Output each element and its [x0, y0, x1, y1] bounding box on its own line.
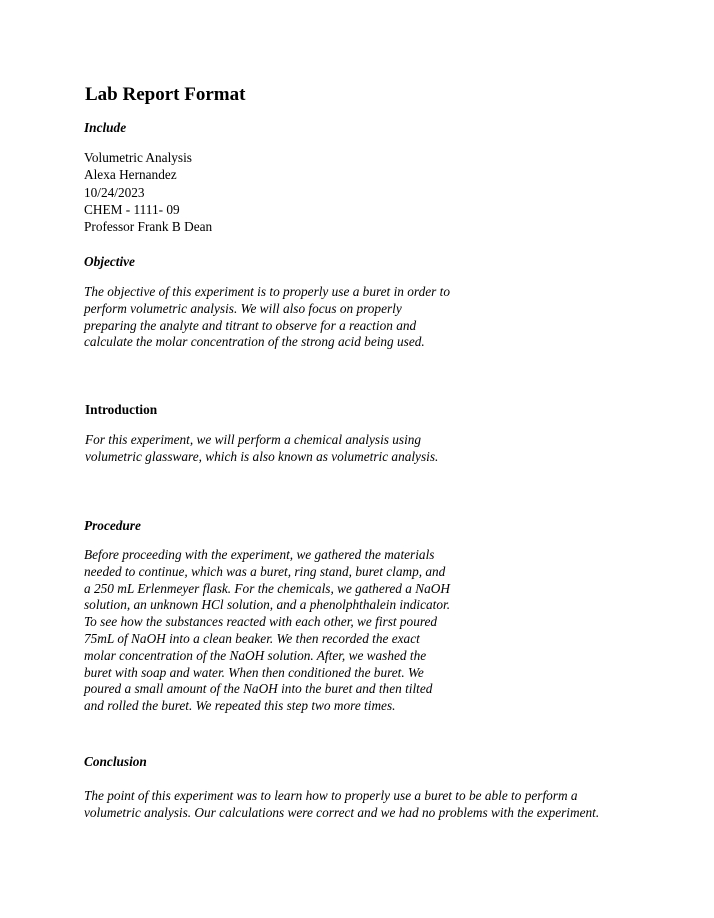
- course-code: CHEM - 1111- 09: [84, 201, 180, 217]
- introduction-heading: Introduction: [85, 402, 158, 417]
- conclusion-paragraph: The point of this experiment was to learn how to properly use a buret to be able to perform a volumetric analysis. Our calculations were correct and we had no problems with the experiment.: [84, 788, 600, 820]
- objective-paragraph: The objective of this experiment is to properly use a buret in order to perform volumetric analysis. We will also focus on properly preparing the analyte and titrant to observe for a reaction and calculate the molar concentration of the strong acid being used.: [84, 284, 450, 350]
- procedure-heading: Procedure: [84, 518, 141, 533]
- page-title: Lab Report Format: [85, 84, 246, 105]
- report-header-block: [84, 149, 212, 235]
- report-date: 10/24/2023: [84, 184, 145, 200]
- author-name: Alexa Hernandez: [84, 167, 177, 183]
- professor-name: Professor Frank B Dean: [84, 219, 213, 235]
- experiment-title: Volumetric Analysis: [84, 150, 192, 165]
- conclusion-heading: Conclusion: [84, 754, 147, 769]
- introduction-paragraph: For this experiment, we will perform a chemical analysis using volumetric glassware, which is also known as volumetric analysis.: [85, 432, 439, 464]
- include-heading: Include: [84, 120, 127, 135]
- objective-heading: Objective: [84, 254, 135, 269]
- procedure-paragraph: Before proceeding with the experiment, we gathered the materials needed to continue, which was a buret, ring stand, buret clamp, and a 250 mL Erlenmeyer flask. For the chemicals, we gathered a NaOH solution, an unknown HCl solution, and a phenolphthalein indicator. To see how the substances reacted with each other, we first poured 75mL of NaOH into a clean beaker. We then recorded the exact molar concentration of the NaOH solution. After, we washed the buret with soap and water. When then conditioned the buret. We poured a small amount of the NaOH into the buret and then tilted and rolled the buret. We repeated this step two more times.: [84, 547, 451, 714]
